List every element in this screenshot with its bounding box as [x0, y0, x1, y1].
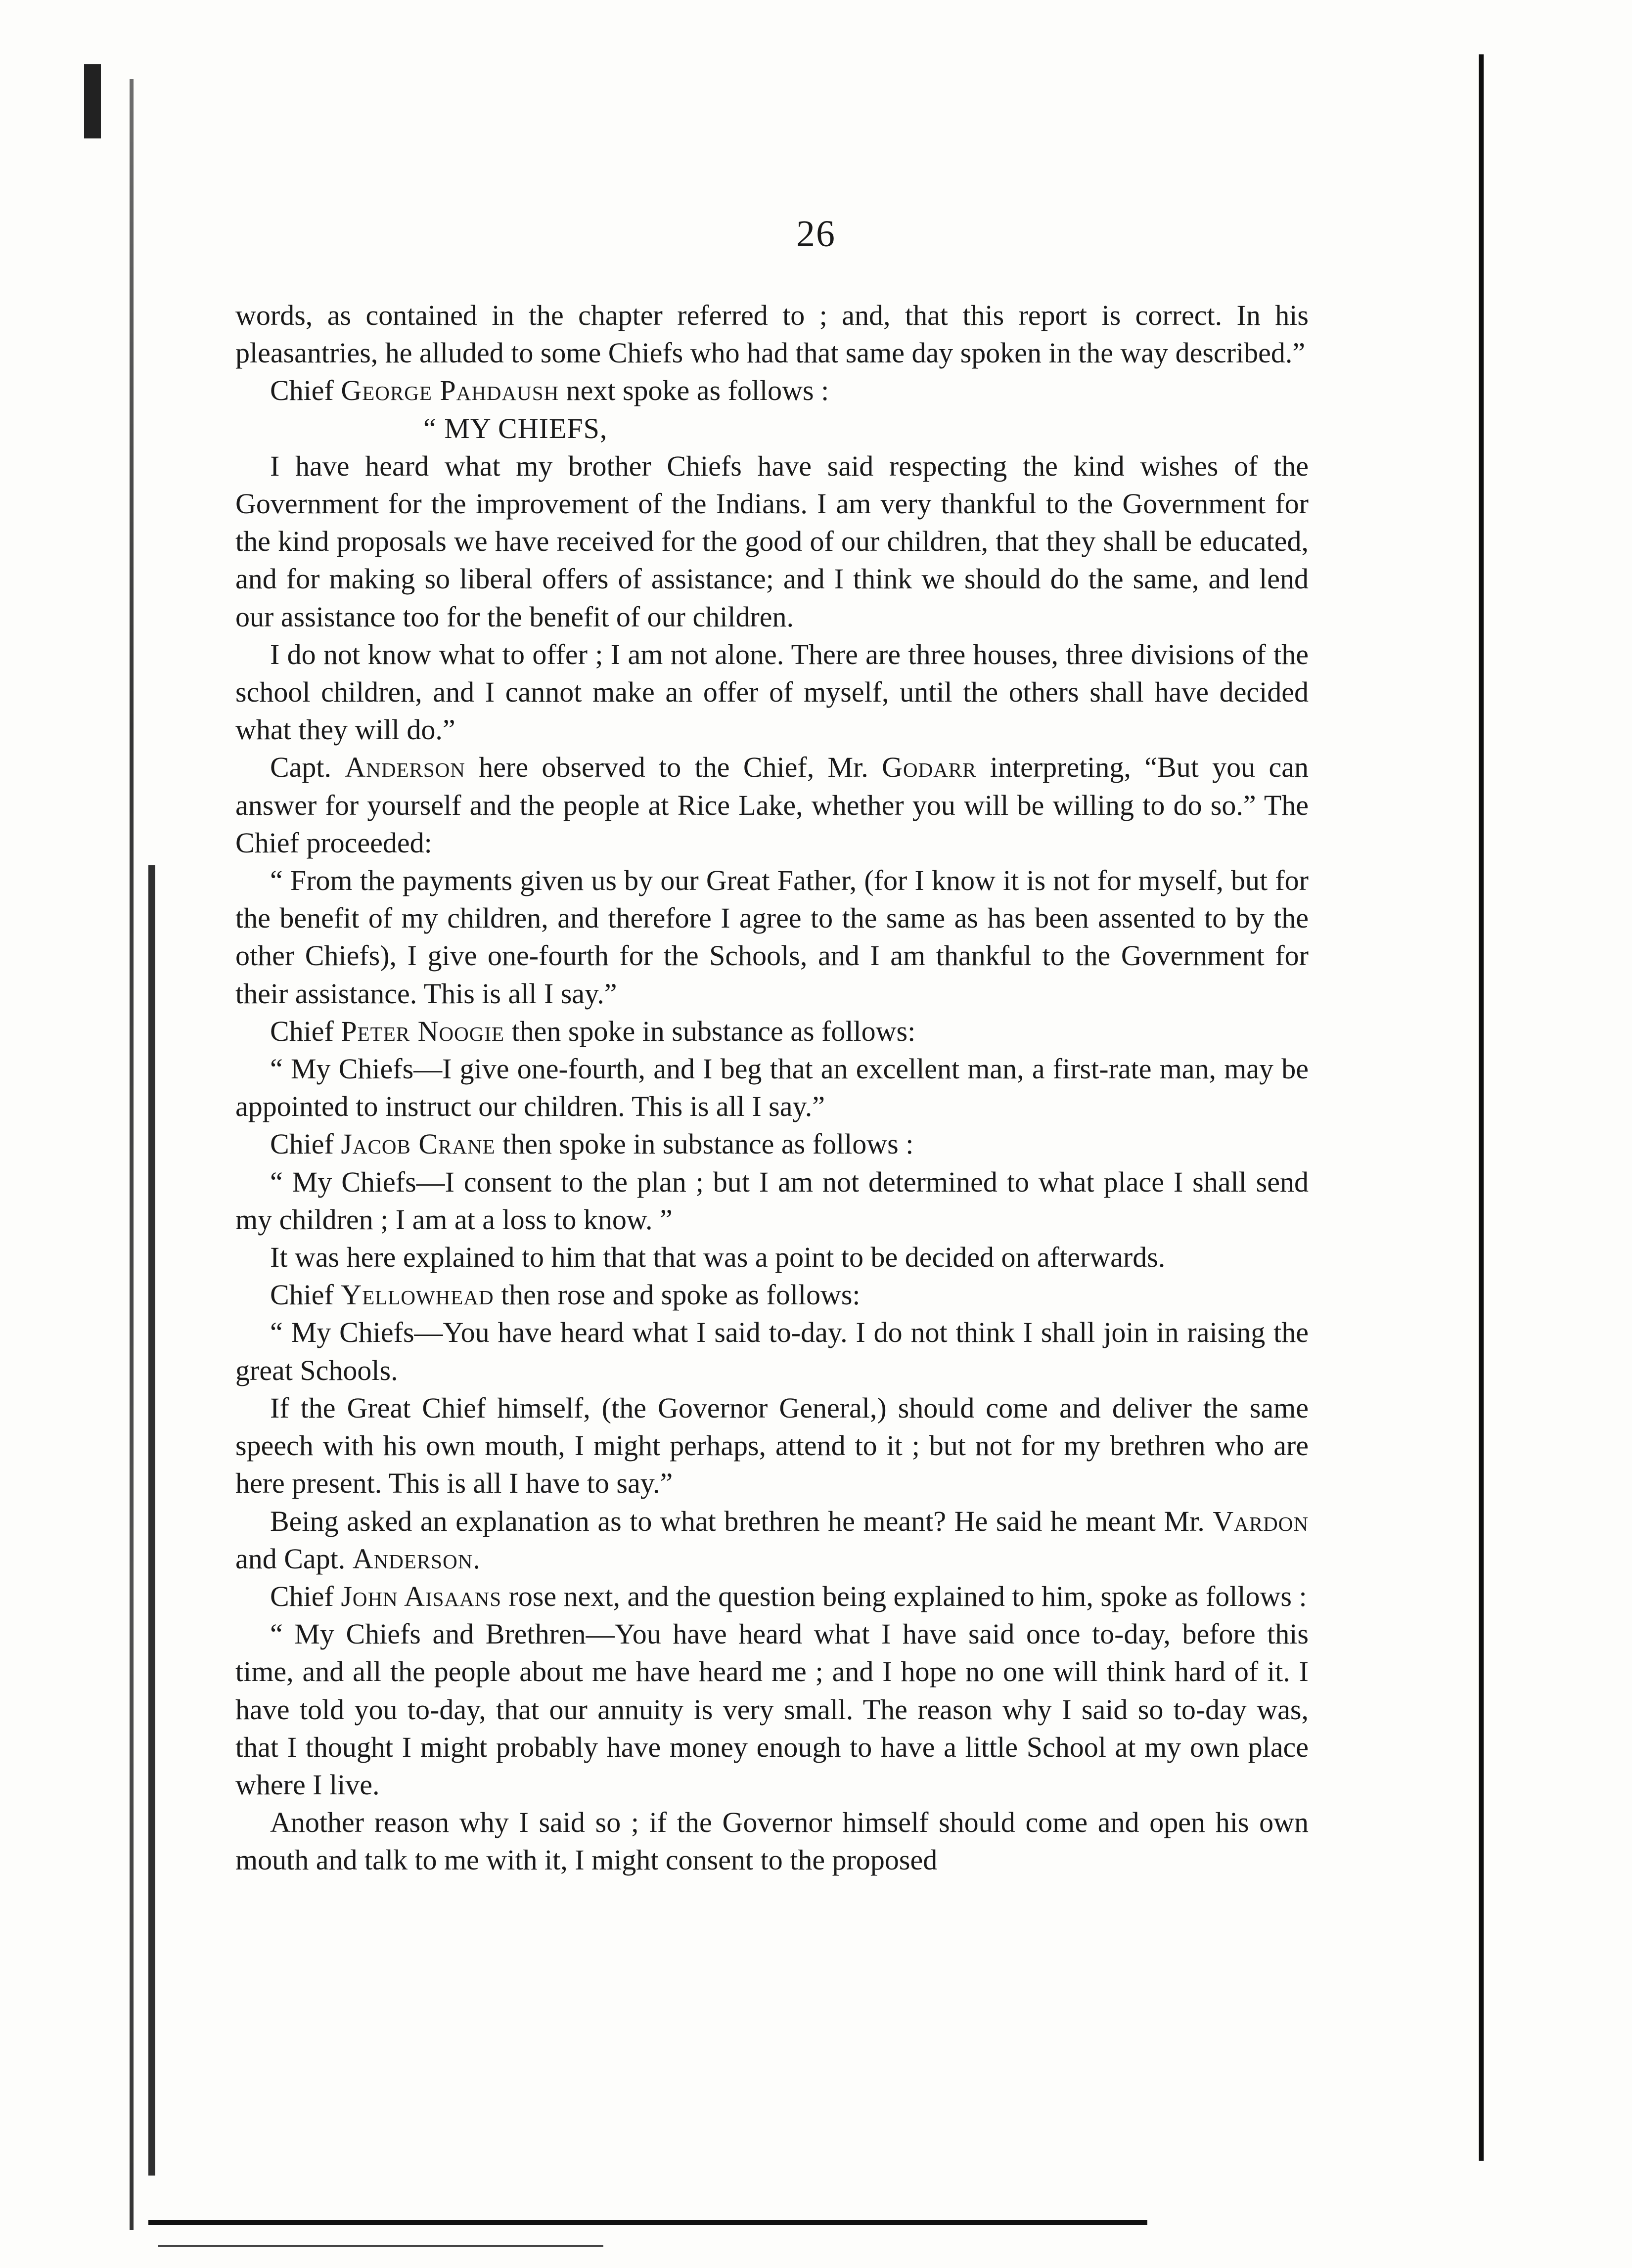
left-edge-rule-inner: [148, 865, 155, 2176]
paragraph: “ From the payments given us by our Great Father, (for I know it is not for myself, but for the benefit of my children, and therefore I agree to the same as has been assented to by the other Chiefs), I give one-fourth for the Schools, and I am thankful to the Government for their assistance. This is all I say.”: [235, 864, 1309, 1010]
paragraph: [235, 1276, 1309, 1314]
person-name: Anderson: [352, 1542, 473, 1575]
text-run: then spoke in substance as follows:: [504, 1015, 916, 1047]
person-name: Peter Noogie: [341, 1015, 505, 1047]
text-run: rose next, and the question being explained to him, spoke as follows :: [501, 1580, 1307, 1612]
text-run: Chief: [270, 374, 341, 407]
text-run: then spoke in substance as follows :: [495, 1128, 914, 1160]
text-run: here observed to the Chief, Mr.: [465, 751, 882, 784]
text-run: Chief: [270, 1279, 341, 1311]
text-run: next spoke as follows :: [559, 374, 829, 407]
text-run: Chief: [270, 1580, 341, 1612]
text-run: interpreting, “But you can answer for yourself and the people at Rice Lake, whether you will be willing to do so.” The Chief proceeded:: [235, 751, 1309, 859]
paragraph: [235, 1013, 1309, 1050]
paragraph: [235, 372, 1309, 409]
paragraph: [235, 749, 1309, 862]
paragraph: [235, 1503, 1309, 1578]
person-name: George Pahdaush: [341, 374, 559, 407]
text-run: then rose and spoke as follows:: [494, 1279, 861, 1311]
bottom-edge-rule-faint: [158, 2245, 603, 2247]
paragraph: [235, 1125, 1309, 1163]
address-heading: “ MY CHIEFS,: [423, 412, 608, 445]
paragraph: It was here explained to him that that was a point to be decided on afterwards.: [270, 1241, 1166, 1274]
right-edge-rule: [1479, 54, 1484, 2161]
text-run: Chief: [270, 1015, 341, 1047]
paragraph: I do not know what to offer ; I am not alone. There are three houses, three divisions of the school children, and I cannot make an offer of myself, until the others shall have decided what they will do.”: [235, 638, 1309, 746]
paragraph: “ My Chiefs—I give one-fourth, and I beg that an excellent man, a first-rate man, may be appointed to instruct our children. This is all I say.”: [235, 1053, 1309, 1123]
page-number: 26: [796, 213, 836, 255]
paragraph: I have heard what my brother Chiefs have said respecting the kind wishes of the Government for the improvement of the Indians. I am very thankful to the Government for the kind proposals we have received for the good of our children, that they shall be educated, and for making so liberal offers of assistance; and I think we should do the same, and lend our assistance too for the benefit of our children.: [235, 449, 1309, 633]
paragraph: words, as contained in the chapter referred to ; and, that this report is correct. In his pleasantries, he alluded to some Chiefs who had that same day spoken in the way described.”: [235, 299, 1309, 369]
paragraph: “ My Chiefs—I consent to the plan ; but I am not determined to what place I shall send my children ; I am at a loss to know. ”: [235, 1165, 1309, 1236]
paragraph: If the Great Chief himself, (the Governor General,) should come and deliver the same speech with his own mouth, I might perhaps, attend to it ; but not for my brethren who are here present. This is all I have to say.”: [235, 1391, 1309, 1500]
paragraph: [235, 1578, 1309, 1615]
paragraph: “ My Chiefs and Brethren—You have heard what I have said once to-day, before this time, and all the people about me have heard me ; and I hope no one will think hard of it. I have told you to-day, that our annuity is very small. The reason why I said so to-day was, that I thought I might probably have money enough to have a little School at my own place where I live.: [235, 1618, 1309, 1801]
person-name: Anderson: [345, 751, 465, 784]
person-name: Vardon: [1213, 1505, 1309, 1537]
paragraph: “ My Chiefs—You have heard what I said to-day. I do not think I shall join in raising the great Schools.: [235, 1316, 1309, 1386]
person-name: Godarr: [882, 751, 977, 784]
text-run: Being asked an explanation as to what brethren he meant? He said he meant Mr.: [270, 1505, 1213, 1537]
person-name: Yellowhead: [341, 1279, 494, 1311]
text-run: Chief: [270, 1128, 341, 1160]
binding-shadow: [84, 64, 101, 138]
text-run: and Capt.: [235, 1542, 353, 1575]
text-run: Capt.: [270, 751, 345, 784]
person-name: Jacob Crane: [341, 1128, 496, 1160]
body-text: [235, 297, 1309, 1879]
bottom-edge-rule: [148, 2220, 1147, 2225]
paragraph: Another reason why I said so ; if the Governor himself should come and open his own mouth and talk to me with it, I might consent to the proposed: [235, 1806, 1309, 1876]
left-edge-rule: [130, 79, 134, 2230]
text-run: .: [473, 1542, 480, 1575]
person-name: John Aisaans: [341, 1580, 502, 1612]
